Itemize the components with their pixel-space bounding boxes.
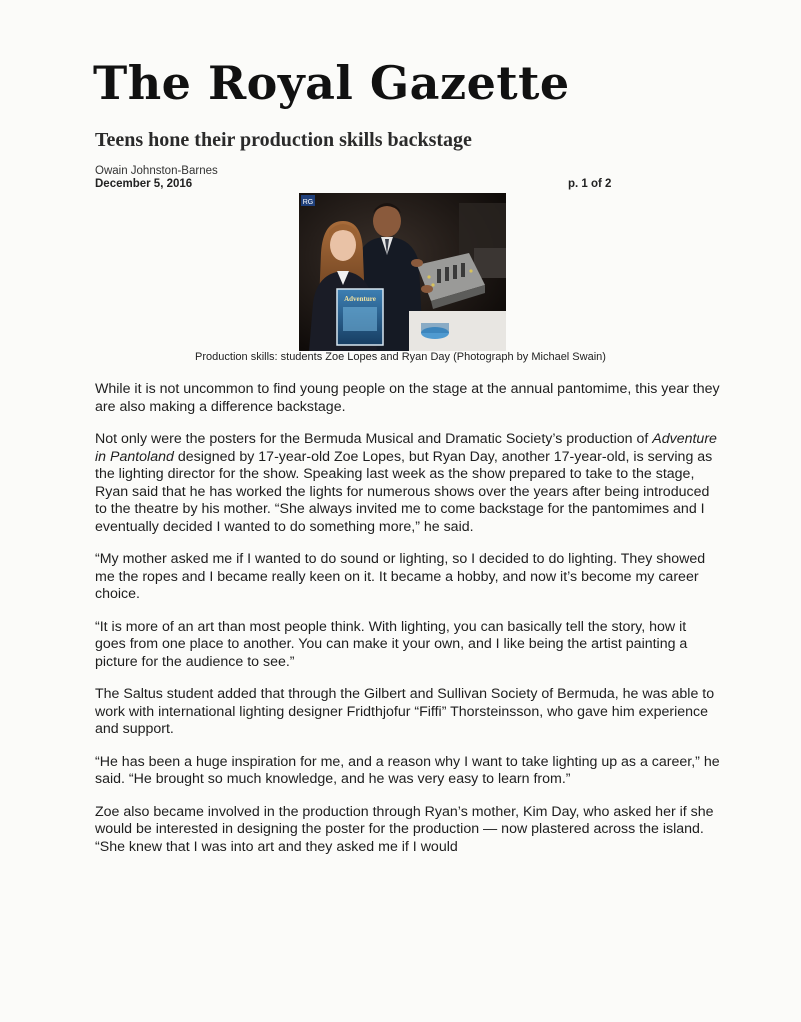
paragraph-6: “He has been a huge inspiration for me, and a reason why I want to take lighting up as a career,” he said. “He brought so much knowledge, and he was very easy to learn from.”	[95, 753, 720, 787]
paragraph-2-start: Not only were the posters for the Bermuda Musical and Dramatic Society’s production of	[95, 431, 653, 447]
paragraph-4: “It is more of an art than most people think. With lighting, you can basically tell the story, how it goes from one place to another. You can make it your own, and I like being the artist painting a picture for the audience to see.”	[95, 618, 688, 670]
article-photo	[299, 193, 506, 351]
production-title: Adventure in Pantoland	[95, 431, 717, 465]
paragraph-2-end: designed by 17-year-old Zoe Lopes, but Ryan Day, another 17-year-old, is serving as the lighting director for the show. Speaking last week as the show prepared to take to the stage, Ryan said that he has worked the lights for numerous shows over the years after being introduced to the theatre by his mother. “She always invited me to come backstage for the pantomimes and I eventually decided I wanted to do something more,” he said.	[95, 448, 713, 535]
photo-caption: Production skills: students Zoe Lopes and Ryan Day (Photograph by Michael Swain)	[195, 351, 606, 363]
paragraph-3: “My mother asked me if I wanted to do sound or lighting, so I decided to do lighting. They showed me the ropes and I became really keen on it. It became a hobby, and now it’s become my career choice.	[95, 551, 706, 602]
page-number: p. 1 of 2	[568, 178, 612, 190]
paragraph-1: While it is not uncommon to find young people on the stage at the annual pantomime, this year they are also making a difference backstage.	[95, 381, 720, 415]
paragraph-7: Zoe also became involved in the production through Ryan’s mother, Kim Day, who asked her if she would be interested in designing the poster for the production — now plastered across the island. “She knew that I was into art and they asked me if I would	[95, 803, 714, 855]
article-date: December 5, 2016	[95, 178, 193, 190]
article-headline: Teens hone their production skills backstage	[95, 129, 472, 151]
paragraph-2	[95, 431, 720, 536]
masthead-title: The Royal Gazette	[93, 56, 570, 110]
poster-text: Adventure	[344, 295, 376, 303]
paragraph-5: The Saltus student added that through the Gilbert and Sullivan Society of Bermuda, he was able to work with international lighting designer Fridthjofur “Fiffi” Thorsteinsson, who gave him experience and support.	[95, 686, 715, 737]
byline: Owain Johnston-Barnes	[95, 165, 218, 177]
article-body	[95, 381, 720, 871]
photo-badge-text: RG	[302, 199, 314, 206]
photo-illustration	[299, 193, 506, 351]
